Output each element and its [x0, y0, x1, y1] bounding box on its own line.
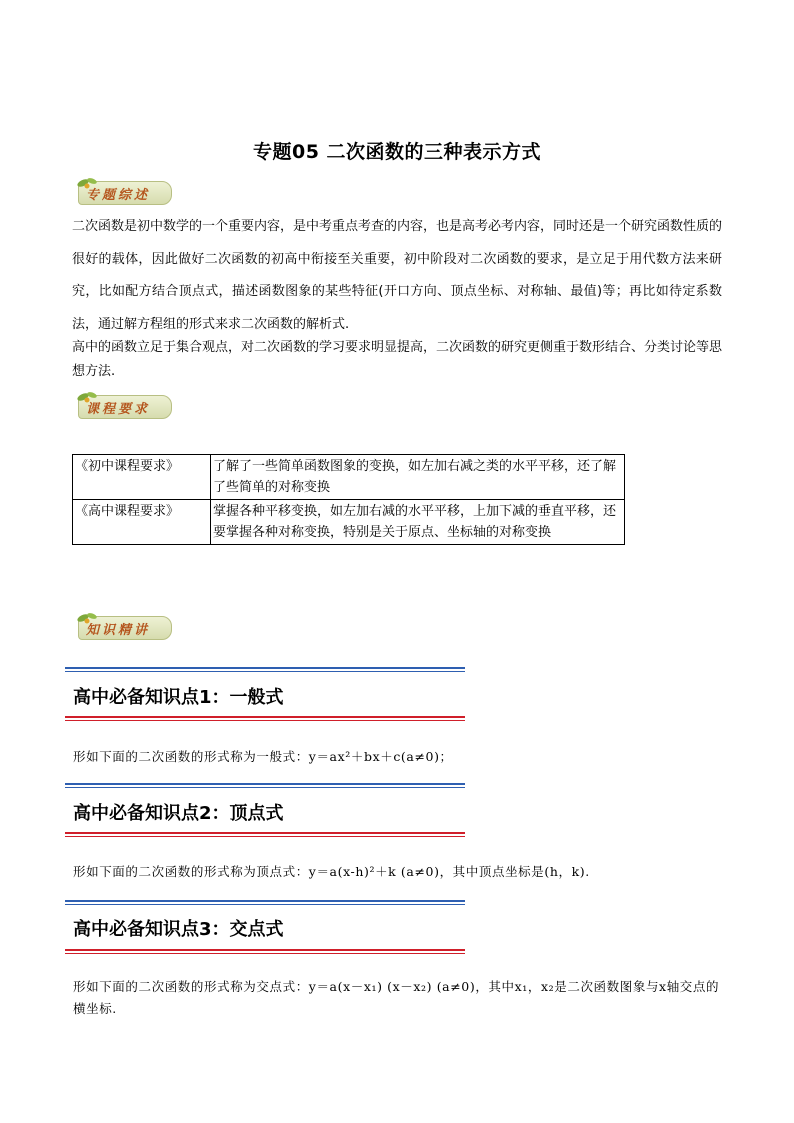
row-content: 了解了一些简单函数图象的变换，如左加右减之类的水平平移，还了解了些简单的对称变换 — [211, 455, 625, 500]
requirements-table — [72, 454, 625, 545]
divider-top — [65, 667, 465, 672]
row-label: 《高中课程要求》 — [73, 500, 211, 545]
page-title: 专题05 二次函数的三种表示方式 — [252, 141, 542, 163]
knowledge-heading-2: 高中必备知识点2：顶点式 — [73, 803, 284, 824]
knowledge-heading-3: 高中必备知识点3：交点式 — [73, 919, 284, 940]
section-label-overview: 专题综述 — [74, 175, 172, 205]
section-label-knowledge: 知识精讲 — [74, 610, 172, 640]
divider-bottom — [65, 832, 465, 837]
table-row — [73, 455, 625, 500]
knowledge-text-3: 形如下面的二次函数的形式称为交点式：y＝a(x－x₁) (x－x₂) (a≠0)，其中x₁，x₂是二次函数图象与x轴交点的横坐标. — [73, 979, 720, 1016]
divider-bottom — [65, 949, 465, 954]
row-label: 《初中课程要求》 — [73, 455, 211, 500]
divider-bottom — [65, 716, 465, 721]
divider-top — [65, 783, 465, 788]
overview-paragraph-1: 二次函数是初中数学的一个重要内容，是中考重点考查的内容，也是高考必考内容，同时还是一个研究函数性质的很好的载体，因此做好二次函数的初高中衔接至关重要，初中阶段对二次函数的要求，是立足于用代数方法来研究，比如配方结合顶点式，描述函数图象的某些特征(开口方向、顶点坐标、对称轴、最值)等；再比如待定系数法，通过解方程组的形式来求二次函数的解析式. — [72, 219, 723, 332]
overview-paragraph-2: 高中的函数立足于集合观点，对二次函数的学习要求明显提高，二次函数的研究更侧重于数形结合、分类讨论等思想方法. — [72, 340, 723, 379]
row-content: 掌握各种平移变换，如左加右减的水平平移，上加下减的垂直平移，还要掌握各种对称变换，特别是关于原点、坐标轴的对称变换 — [211, 500, 625, 545]
knowledge-text-1: 形如下面的二次函数的形式称为一般式：y＝ax²＋bx＋c(a≠0)； — [73, 749, 453, 764]
table-row — [73, 500, 625, 545]
section-label-requirements: 课程要求 — [74, 389, 172, 419]
divider-top — [65, 900, 465, 905]
knowledge-text-2: 形如下面的二次函数的形式称为顶点式：y＝a(x-h)²＋k (a≠0)，其中顶点坐标是(h，k). — [73, 864, 590, 879]
knowledge-heading-1: 高中必备知识点1：一般式 — [73, 687, 284, 708]
